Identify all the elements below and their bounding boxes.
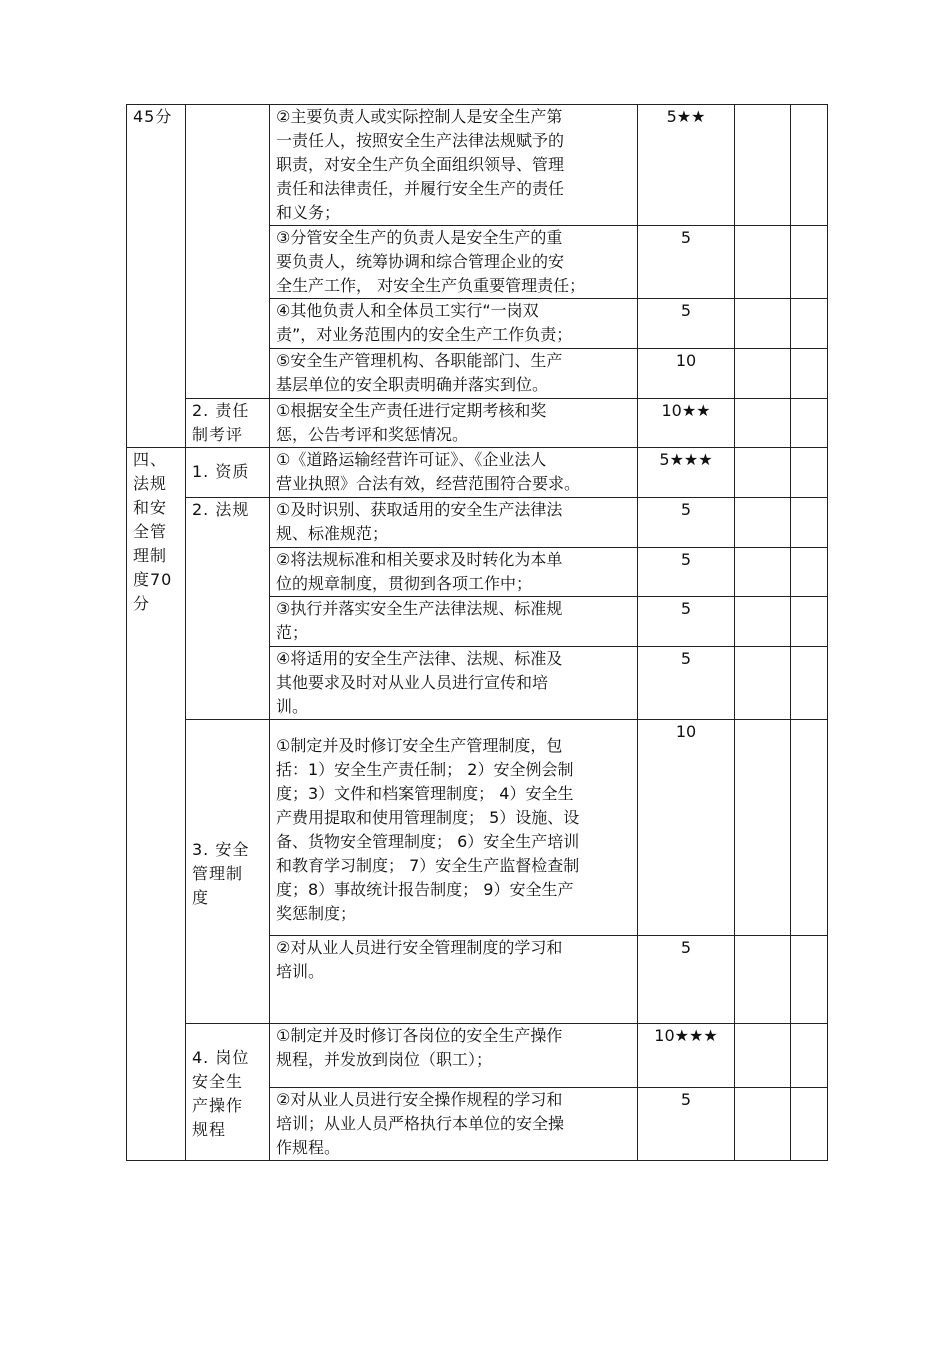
- requirement-cell: ③分管安全生产的负责人是安全生产的重 要负责人，统筹协调和综合管理企业的安 全生产工作， 对安全生产负重要管理责任；: [270, 226, 638, 299]
- score-cell: 5★★: [638, 105, 735, 226]
- blank-cell: [735, 105, 791, 226]
- blank-cell: [791, 226, 828, 299]
- requirement-cell: ③执行并落实安全生产法律法规、标准规 范；: [270, 597, 638, 647]
- requirement-cell: ①根据安全生产责任进行定期考核和奖 惩，公告考评和奖惩情况。: [270, 399, 638, 448]
- requirement-cell: ⑤安全生产管理机构、各职能部门、生产 基层单位的安全职责明确并落实到位。: [270, 349, 638, 399]
- requirement-cell: ②将法规标准和相关要求及时转化为本单 位的规章制度，贯彻到各项工作中；: [270, 548, 638, 597]
- evaluation-table: [126, 104, 828, 1161]
- requirement-cell: ①《道路运输经营许可证》、《企业法人 营业执照》合法有效，经营范围符合要求。: [270, 448, 638, 498]
- item-cell-safety-management-system: 3. 安全 管理制 度: [186, 720, 270, 1024]
- table-row: [127, 399, 828, 448]
- table-row: [127, 448, 828, 498]
- score-cell: 5★★★: [638, 448, 735, 498]
- table-row: [127, 1024, 828, 1088]
- table-row: [127, 105, 828, 226]
- blank-cell: [791, 1024, 828, 1088]
- item-cell-responsibility-evaluation: 2. 责任 制考评: [186, 399, 270, 448]
- blank-cell: [735, 1088, 791, 1161]
- score-cell: 5: [638, 597, 735, 647]
- score-cell: 5: [638, 1088, 735, 1161]
- item-cell-operating-procedures: 4. 岗位 安全生 产操作 规程: [186, 1024, 270, 1161]
- blank-cell: [791, 349, 828, 399]
- score-cell: 5: [638, 226, 735, 299]
- requirement-cell: ④将适用的安全生产法律、法规、标准及 其他要求及时对从业人员进行宣传和培 训。: [270, 647, 638, 720]
- blank-cell: [791, 548, 828, 597]
- blank-cell: [735, 936, 791, 1024]
- blank-cell: [791, 399, 828, 448]
- blank-cell: [735, 1024, 791, 1088]
- blank-cell: [791, 498, 828, 548]
- blank-cell: [735, 299, 791, 349]
- item-cell-regulations: 2. 法规: [186, 498, 270, 720]
- category-cell-section-4: 四、 法规 和安 全管 理制 度70 分: [127, 448, 186, 1161]
- blank-cell: [791, 299, 828, 349]
- blank-cell: [735, 448, 791, 498]
- blank-cell: [735, 349, 791, 399]
- blank-cell: [791, 597, 828, 647]
- requirement-cell: ①制定并及时修订安全生产管理制度，包 括：1）安全生产责任制； 2）安全例会制 度；3）文件和档案管理制度； 4）安全生 产费用提取和使用管理制度； 5）设施、设 备、货物安全管理制度； 6）安全生产培训 和教育学习制度； 7）安全生产监督检查制 度；8）事故统计报告制度； 9）安全生产 奖惩制度；: [270, 720, 638, 936]
- requirement-cell: ①及时识别、获取适用的安全生产法律法 规、标准规范；: [270, 498, 638, 548]
- score-cell: 5: [638, 498, 735, 548]
- score-cell: 5: [638, 299, 735, 349]
- blank-cell: [735, 647, 791, 720]
- blank-cell: [791, 105, 828, 226]
- score-cell: 10★★: [638, 399, 735, 448]
- requirement-cell: ②对从业人员进行安全管理制度的学习和 培训。: [270, 936, 638, 1024]
- item-cell-qualification: 1. 资质: [186, 448, 270, 498]
- blank-cell: [791, 1088, 828, 1161]
- blank-cell: [735, 498, 791, 548]
- score-cell: 10: [638, 720, 735, 936]
- blank-cell: [735, 226, 791, 299]
- category-cell-previous: 45分: [127, 105, 186, 448]
- requirement-cell: ②主要负责人或实际控制人是安全生产第 一责任人，按照安全生产法律法规赋予的 职责，对安全生产负全面组织领导、管理 责任和法律责任，并履行安全生产的责任 和义务；: [270, 105, 638, 226]
- requirement-cell: ①制定并及时修订各岗位的安全生产操作 规程，并发放到岗位（职工）；: [270, 1024, 638, 1088]
- blank-cell: [791, 448, 828, 498]
- blank-cell: [791, 647, 828, 720]
- blank-cell: [791, 936, 828, 1024]
- score-cell: 10: [638, 349, 735, 399]
- blank-cell: [735, 720, 791, 936]
- score-cell: 5: [638, 548, 735, 597]
- table-row: [127, 720, 828, 936]
- item-cell-responsibility-continued: [186, 105, 270, 399]
- blank-cell: [735, 399, 791, 448]
- requirement-cell: ②对从业人员进行安全操作规程的学习和 培训；从业人员严格执行本单位的安全操 作规程。: [270, 1088, 638, 1161]
- score-cell: 5: [638, 647, 735, 720]
- requirement-cell: ④其他负责人和全体员工实行“一岗双 责”，对业务范围内的安全生产工作负责；: [270, 299, 638, 349]
- blank-cell: [735, 597, 791, 647]
- score-cell: 5: [638, 936, 735, 1024]
- blank-cell: [735, 548, 791, 597]
- blank-cell: [791, 720, 828, 936]
- score-cell: 10★★★: [638, 1024, 735, 1088]
- table-row: [127, 498, 828, 548]
